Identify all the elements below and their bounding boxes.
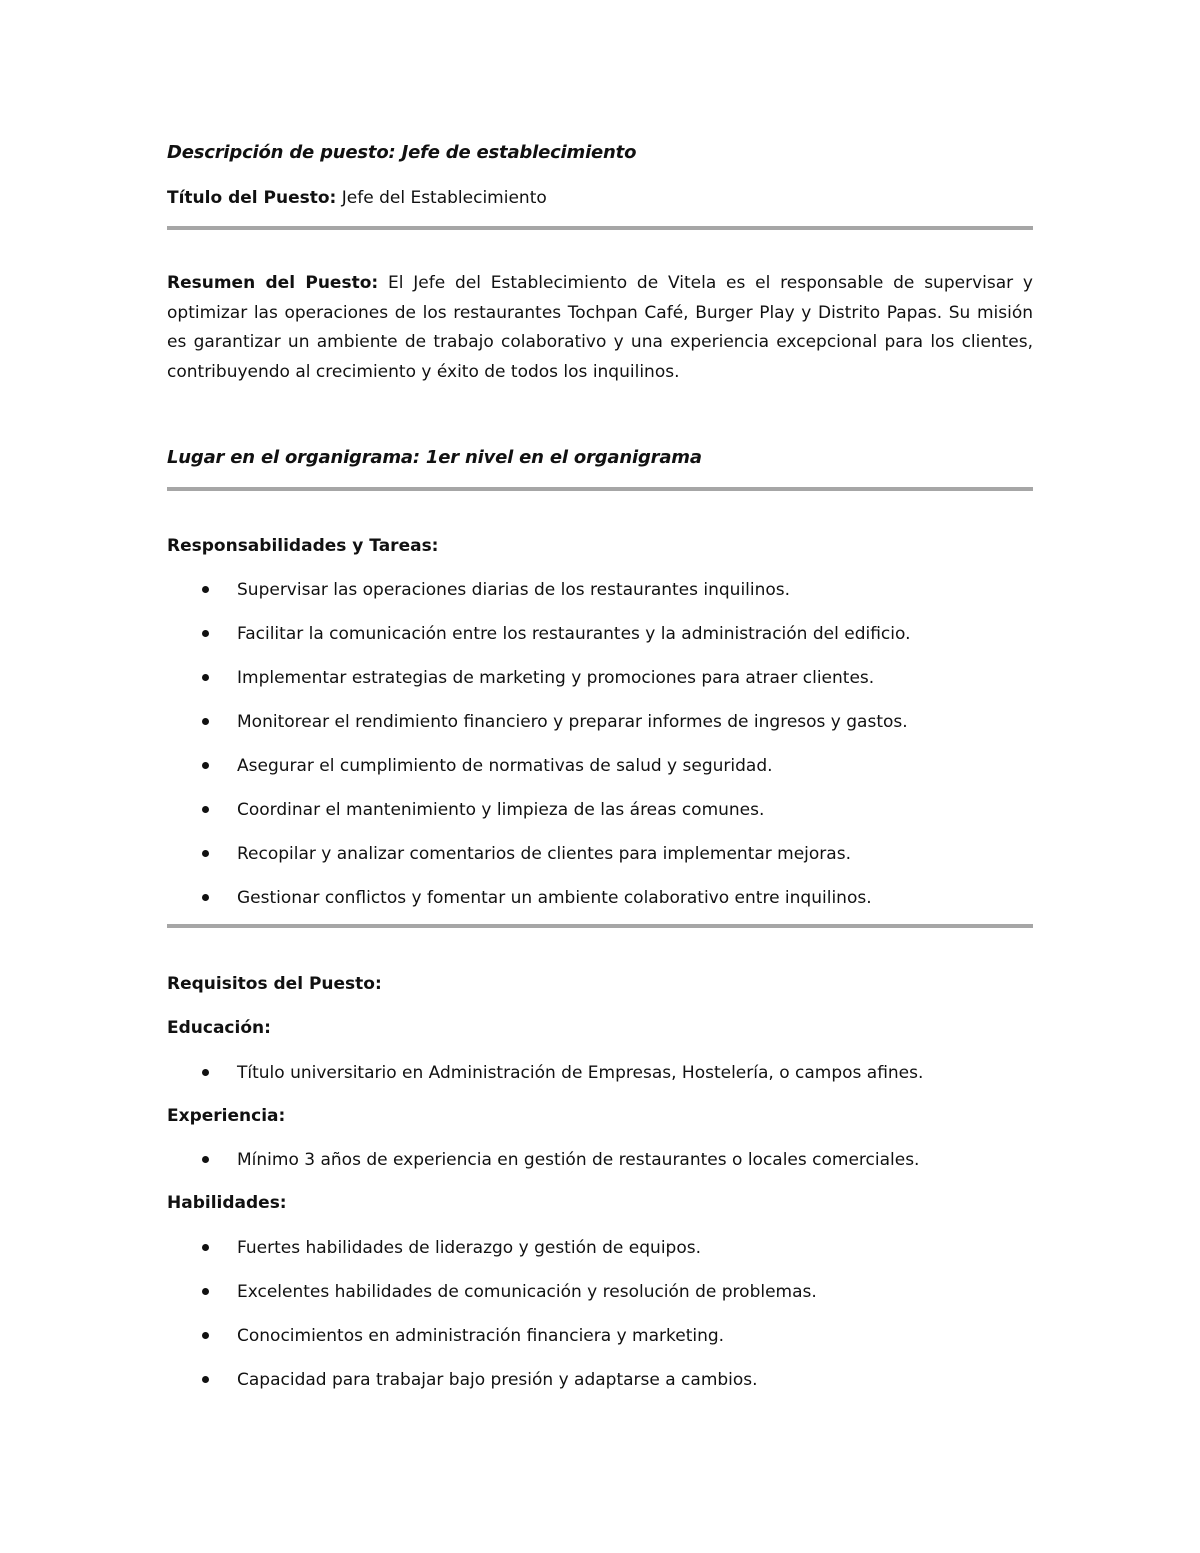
list-item [167,1147,1033,1173]
skills-list [167,1235,1033,1393]
list-item [167,841,1033,867]
bullet-icon [202,1288,209,1295]
list-item-text: Coordinar el mantenimiento y limpieza de las áreas comunes. [237,800,765,820]
job-title-label: Título del Puesto: [167,188,337,208]
experience-title: Experiencia: [167,1106,286,1126]
list-item [167,753,1033,779]
list-item [167,1367,1033,1393]
document-heading: Descripción de puesto: Jefe de establecimiento [167,142,637,163]
section-divider [167,487,1033,491]
education-title: Educación: [167,1018,271,1038]
education-list [167,1060,1033,1086]
summary-label: Resumen del Puesto: [167,273,379,293]
list-item-text: Asegurar el cumplimiento de normativas de salud y seguridad. [237,756,773,776]
bullet-icon [202,1376,209,1383]
org-chart-heading: Lugar en el organigrama: 1er nivel en el organigrama [167,447,702,468]
list-item-text: Facilitar la comunicación entre los restaurantes y la administración del edificio. [237,624,911,644]
experience-list [167,1147,1033,1173]
list-item [167,621,1033,647]
list-item-text: Conocimientos en administración financiera y marketing. [237,1326,725,1346]
list-item-text: Monitorear el rendimiento financiero y preparar informes de ingresos y gastos. [237,712,908,732]
bullet-icon [202,1069,209,1076]
document-content [167,140,1033,1393]
bullet-icon [202,1156,209,1163]
list-item [167,1279,1033,1305]
list-item-text: Excelentes habilidades de comunicación y resolución de problemas. [237,1282,817,1302]
job-title-line [167,185,1033,211]
list-item [167,709,1033,735]
list-item-text: Capacidad para trabajar bajo presión y adaptarse a cambios. [237,1370,758,1390]
requirements-title: Requisitos del Puesto: [167,974,382,994]
list-item-text: Mínimo 3 años de experiencia en gestión de restaurantes o locales comerciales. [237,1150,920,1170]
bullet-icon [202,1244,209,1251]
section-divider [167,924,1033,928]
bullet-icon [202,586,209,593]
bullet-icon [202,894,209,901]
list-item-text: Gestionar conflictos y fomentar un ambiente colaborativo entre inquilinos. [237,888,872,908]
skills-title: Habilidades: [167,1193,287,1213]
bullet-icon [202,850,209,857]
bullet-icon [202,674,209,681]
bullet-icon [202,806,209,813]
list-item [167,797,1033,823]
list-item-text: Supervisar las operaciones diarias de los restaurantes inquilinos. [237,580,791,600]
list-item [167,1323,1033,1349]
list-item [167,885,1033,911]
responsibilities-list [167,577,1033,911]
section-divider [167,226,1033,230]
list-item-text: Recopilar y analizar comentarios de clientes para implementar mejoras. [237,844,851,864]
bullet-icon [202,630,209,637]
list-item-text: Título universitario en Administración de Empresas, Hostelería, o campos afines. [237,1063,924,1083]
list-item [167,577,1033,603]
bullet-icon [202,762,209,769]
list-item [167,1060,1033,1086]
responsibilities-title: Responsabilidades y Tareas: [167,536,439,556]
job-title-value: Jefe del Establecimiento [341,188,547,208]
bullet-icon [202,1332,209,1339]
summary-text: El Jefe del Establecimiento de Vitela es el responsable de supervisar y optimizar las operaciones de los restaurantes Tochpan Café, Burger Play y Distrito Papas. Su misión es garantizar un ambiente de trabajo colaborativo y una experiencia excepcional para los clientes, contribuyendo al crecimiento y éxito de todos los inquilinos. [167,273,1033,382]
job-summary [167,269,1033,387]
list-item [167,665,1033,691]
list-item-text: Fuertes habilidades de liderazgo y gestión de equipos. [237,1238,701,1258]
list-item-text: Implementar estrategias de marketing y promociones para atraer clientes. [237,668,875,688]
list-item [167,1235,1033,1261]
bullet-icon [202,718,209,725]
